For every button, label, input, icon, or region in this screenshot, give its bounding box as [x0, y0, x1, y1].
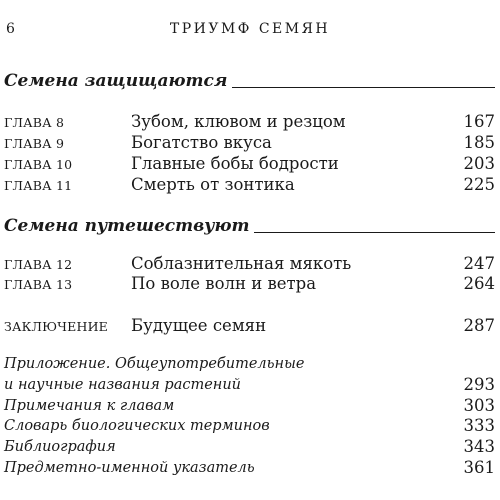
toc-entry-glossary[interactable] — [4, 415, 495, 436]
chapter-label: ГЛАВА 10 — [4, 157, 73, 172]
toc-entry-appendix-line1[interactable] — [4, 353, 495, 374]
section-rule — [254, 232, 495, 233]
page-number: 6 — [6, 21, 15, 37]
section-title: Семена путешествуют — [4, 216, 250, 236]
page-ref: 287 — [463, 316, 495, 335]
toc-entry-appendix-line2[interactable] — [4, 374, 495, 395]
chapter-label: ГЛАВА 8 — [4, 115, 65, 130]
toc-entry-chapter-10[interactable] — [4, 153, 495, 174]
chapter-title: Зубом, клювом и резцом — [131, 112, 346, 131]
chapter-title: Главные бобы бодрости — [131, 154, 339, 173]
page-ref: 185 — [463, 133, 495, 152]
chapter-title: Соблазнительная мякоть — [131, 254, 352, 273]
conclusion-title: Будущее семян — [131, 316, 267, 335]
back-matter-title: Примечания к главам — [4, 398, 175, 414]
toc-entry-index[interactable] — [4, 457, 495, 478]
section-title: Семена защищаются — [4, 71, 228, 91]
chapter-title: Богатство вкуса — [131, 133, 272, 152]
page-ref: 167 — [463, 112, 495, 131]
section-rule — [232, 87, 495, 88]
toc-entry-chapter-9[interactable] — [4, 132, 495, 153]
toc-entry-conclusion[interactable] — [4, 315, 495, 336]
back-matter-title: Словарь биологических терминов — [4, 418, 270, 434]
appendix-title-line2: и научные названия растений — [4, 377, 242, 393]
page-ref: 293 — [463, 375, 495, 394]
chapter-label: ГЛАВА 11 — [4, 178, 73, 193]
page-ref: 264 — [463, 274, 495, 293]
page-ref: 303 — [463, 396, 495, 415]
section-heading-travel — [4, 211, 495, 235]
toc-entry-chapter-13[interactable] — [4, 273, 495, 294]
page-ref: 343 — [463, 437, 495, 456]
toc-entry-notes[interactable] — [4, 395, 495, 416]
page-ref: 247 — [463, 254, 495, 273]
chapter-label: ГЛАВА 13 — [4, 277, 73, 292]
toc-entry-chapter-11[interactable] — [4, 174, 495, 195]
section-heading-defend — [4, 66, 495, 90]
page-ref: 203 — [463, 154, 495, 173]
conclusion-label: ЗАКЛЮЧЕНИЕ — [4, 319, 108, 334]
toc-entry-chapter-12[interactable] — [4, 253, 495, 274]
toc-entry-chapter-8[interactable] — [4, 111, 495, 132]
back-matter-title: Библиография — [4, 439, 116, 455]
running-title: ТРИУМФ СЕМЯН — [169, 21, 331, 37]
appendix-title-line1: Приложение. Общеупотребительные — [4, 356, 305, 372]
chapter-title: По воле волн и ветра — [131, 274, 317, 293]
chapter-label: ГЛАВА 9 — [4, 136, 65, 151]
toc-entry-bibliography[interactable] — [4, 436, 495, 457]
back-matter-title: Предметно-именной указатель — [4, 460, 255, 476]
page-ref: 361 — [463, 458, 495, 477]
chapter-title: Смерть от зонтика — [131, 175, 295, 194]
page-ref: 333 — [463, 416, 495, 435]
chapter-label: ГЛАВА 12 — [4, 257, 73, 272]
page-ref: 225 — [463, 175, 495, 194]
